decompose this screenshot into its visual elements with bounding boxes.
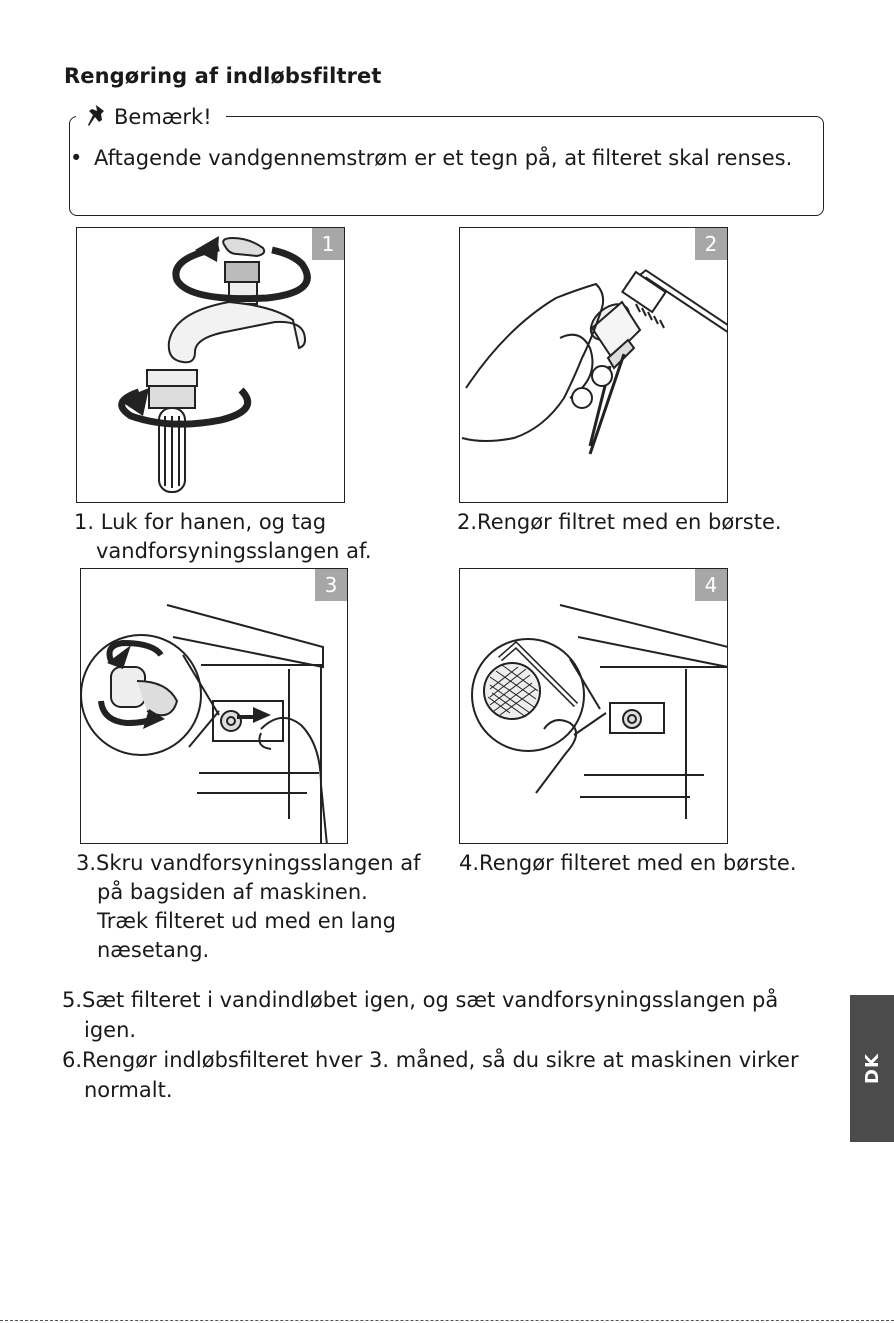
brush-filter-illustration — [460, 228, 728, 503]
language-code: DK — [861, 1053, 883, 1084]
tap-illustration — [77, 228, 345, 503]
figure-2 — [459, 227, 728, 503]
caption-number: 3. — [76, 851, 97, 875]
figure-4 — [459, 568, 728, 844]
note-sentence: Aftagende vandgennemstrøm er et tegn på, at filteret skal renses. — [94, 146, 793, 170]
caption-line: Luk for hanen, og tag — [100, 510, 327, 534]
note-bullet: • — [70, 146, 83, 170]
caption-line: Rengør filtret med en børste. — [477, 510, 782, 534]
figure-3-caption — [76, 849, 421, 965]
caption-line: vandforsyningsslangen af. — [96, 539, 372, 563]
figure-number-badge: 1 — [312, 228, 344, 260]
caption-line: Træk filteret ud med en lang — [97, 909, 396, 933]
step-number: 6. — [62, 1048, 83, 1072]
figure-4-caption — [459, 849, 797, 878]
caption-number: 2. — [457, 510, 478, 534]
page-cut-line — [0, 1320, 894, 1321]
figure-number-badge: 4 — [695, 569, 727, 601]
caption-line: Rengør filteret med en børste. — [479, 851, 797, 875]
caption-line: næsetang. — [97, 938, 210, 962]
figure-1 — [76, 227, 345, 503]
figure-number-badge: 2 — [695, 228, 727, 260]
step-number: 5. — [62, 988, 83, 1012]
figure-1-caption — [74, 508, 372, 566]
note-label: Bemærk! — [114, 105, 212, 129]
step-6 — [62, 1045, 799, 1105]
step-5 — [62, 985, 778, 1045]
step-line: Sæt filteret i vandindløbet igen, og sæt vandforsyningsslangen på — [82, 988, 779, 1012]
pushpin-icon — [86, 103, 110, 131]
figure-2-caption — [457, 508, 782, 537]
brush-inlet-illustration — [460, 569, 728, 844]
step-line: igen. — [84, 1018, 137, 1042]
figure-3 — [80, 568, 348, 844]
caption-line: på bagsiden af maskinen. — [97, 880, 368, 904]
unscrew-hose-illustration — [81, 569, 348, 844]
figure-number-badge: 3 — [315, 569, 347, 601]
caption-line: Skru vandforsyningsslangen af — [96, 851, 421, 875]
caption-number: 1. — [74, 510, 95, 534]
caption-number: 4. — [459, 851, 480, 875]
step-line: Rengør indløbsfilteret hver 3. måned, så du sikre at maskinen virker — [82, 1048, 799, 1072]
note-header — [76, 103, 226, 131]
step-line: normalt. — [84, 1078, 173, 1102]
language-tab — [850, 995, 894, 1142]
note-text — [70, 146, 792, 170]
page-title: Rengøring af indløbsfiltret — [64, 64, 382, 88]
